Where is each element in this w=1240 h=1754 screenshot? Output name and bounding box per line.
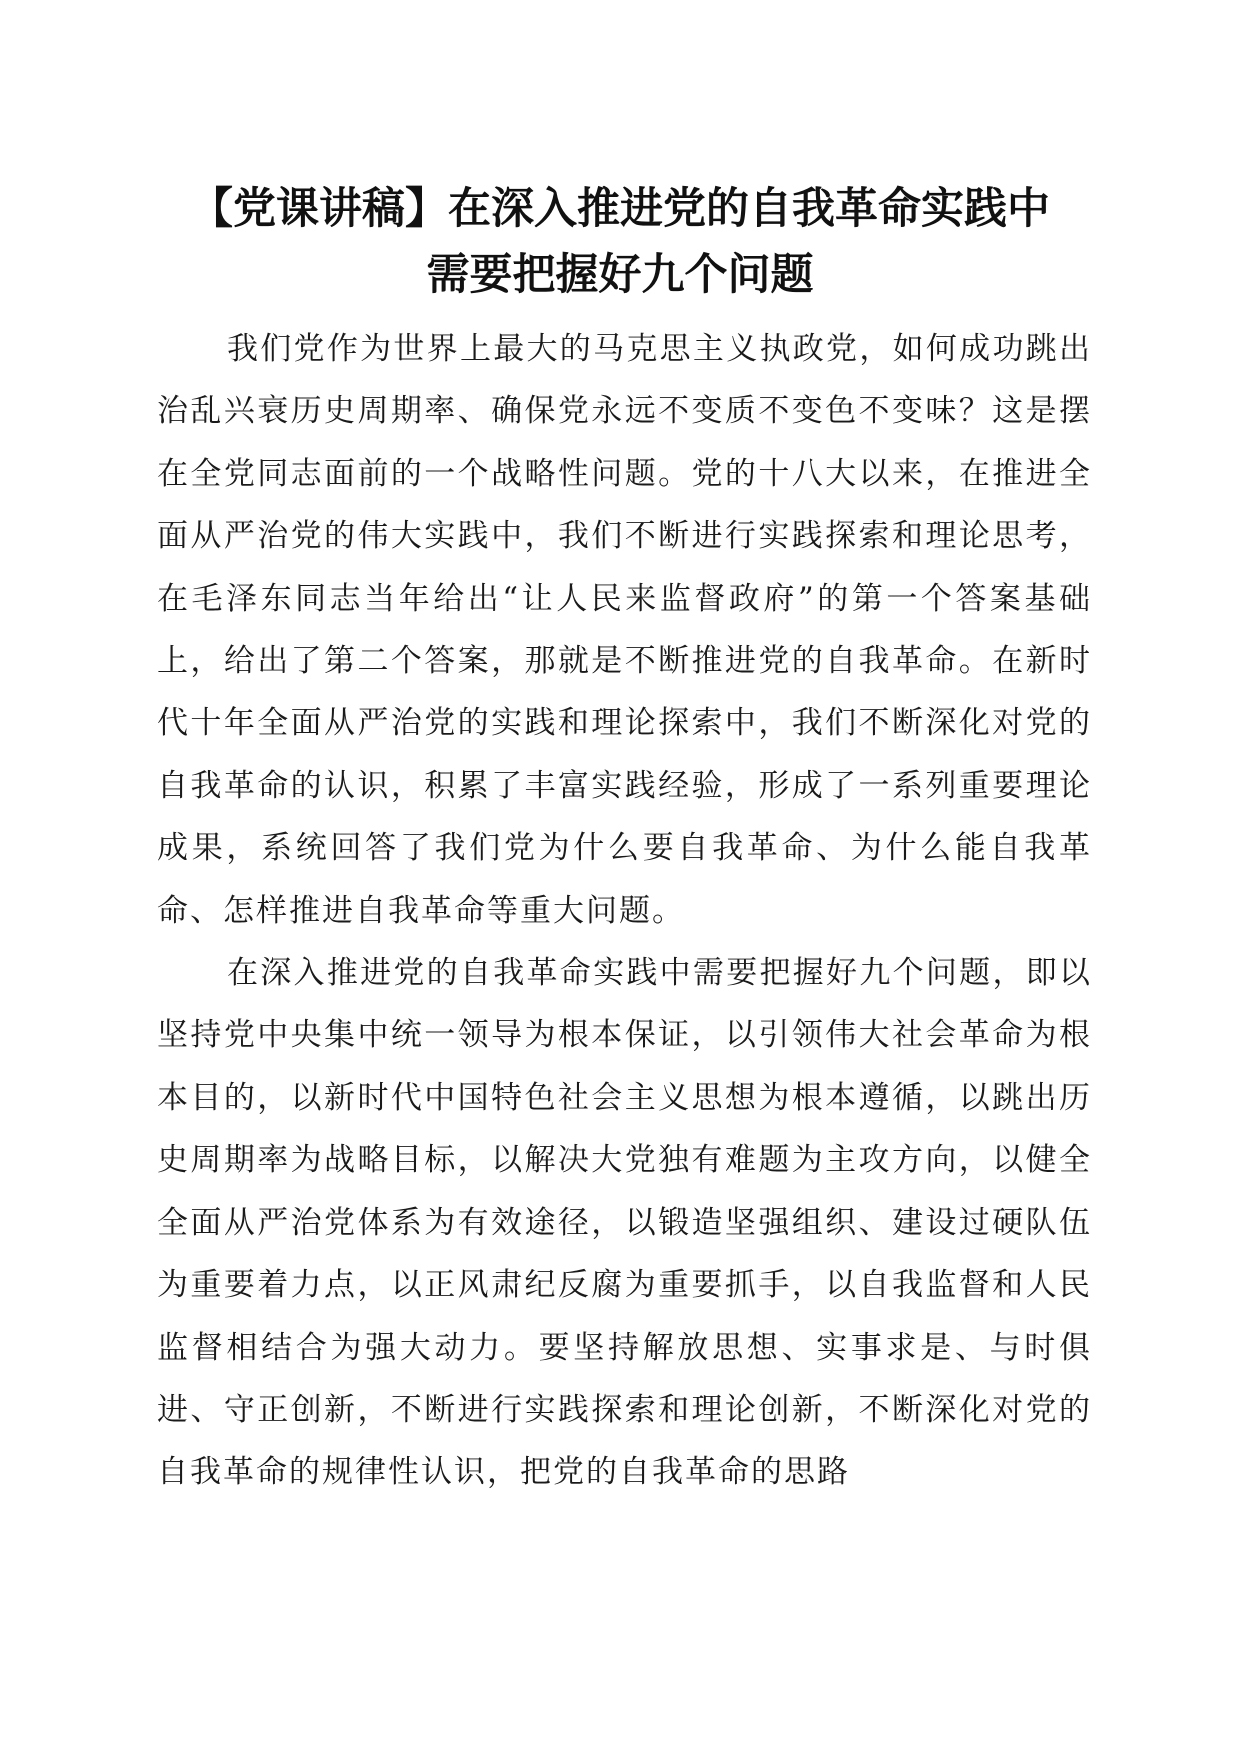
document-title (150, 176, 1090, 308)
paragraph-1: 我们党作为世界上最大的马克思主义执政党，如何成功跳出治乱兴衰历史周期率、确保党永远不变质不变色不变味？这是摆在全党同志面前的一个战略性问题。党的十八大以来，在推进全面从严治党的伟大实践中，我们不断进行实践探索和理论思考，在毛泽东同志当年给出“让人民来监督政府”的第一个答案基础上，给出了第二个答案，那就是不断推进党的自我革命。在新时代十年全面从严治党的实践和理论探索中，我们不断深化对党的自我革命的认识，积累了丰富实践经验，形成了一系列重要理论成果，系统回答了我们党为什么要自我革命、为什么能自我革命、怎样推进自我革命等重大问题。 (157, 331, 1092, 929)
paragraph-2: 在深入推进党的自我革命实践中需要把握好九个问题，即以坚持党中央集中统一领导为根本保证，以引领伟大社会革命为根本目的，以新时代中国特色社会主义思想为根本遵循，以跳出历史周期率为战略目标，以解决大党独有难题为主攻方向，以健全全面从严治党体系为有效途径，以锻造坚强组织、建设过硬队伍为重要着力点，以正风肃纪反腐为重要抓手，以自我监督和人民监督相结合为强大动力。要坚持解放思想、实事求是、与时俱进、守正创新，不断进行实践探索和理论创新，不断深化对党的自我革命的规律性认识，把党的自我革命的思路 (157, 955, 1092, 1491)
title-line-1: 【党课讲稿】在深入推进党的自我革命实践中 (190, 184, 1050, 234)
title-line-2: 需要把握好九个问题 (426, 250, 814, 300)
document-body (157, 318, 1092, 1504)
